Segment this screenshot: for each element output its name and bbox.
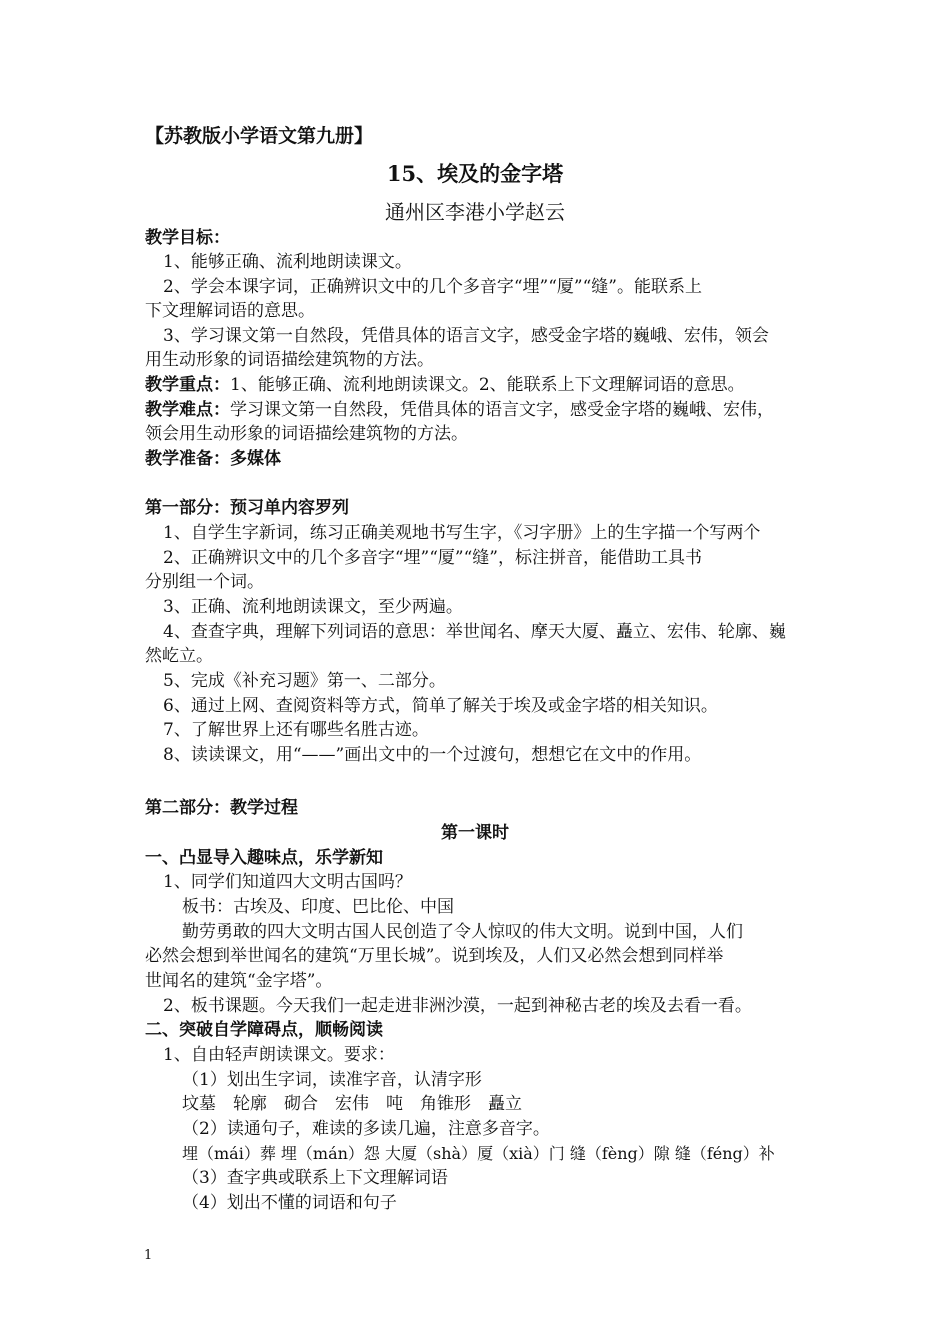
part1-item: 8、读读课文，用“——”画出文中的一个过渡句，想想它在文中的作用。 — [163, 745, 702, 765]
section1-heading: 一、凸显导入趣味点，乐学新知 — [145, 848, 383, 868]
difficulties-cont: 领会用生动形象的词语描绘建筑物的方法。 — [145, 424, 468, 444]
objective-item: 2、学会本课字词，正确辨识文中的几个多音字“埋”“厦”“缝”。能联系上 — [163, 277, 702, 297]
objective-item: 3、学习课文第一自然段，凭借具体的语言文字，感受金字塔的巍峨、宏伟，领会 — [163, 326, 769, 346]
part1-item: 5、完成《补充习题》第一、二部分。 — [163, 671, 446, 691]
section2-requirement: （3）查字典或联系上下文理解词语 — [182, 1168, 448, 1188]
key-points-text: 1、能够正确、流利地朗读课文。2、能联系上下文理解词语的意思。 — [230, 375, 745, 395]
section1-paragraph-cont: 世闻名的建筑“金字塔”。 — [145, 971, 333, 991]
section2-requirement: （1）划出生字词，读准字音，认清字形 — [182, 1070, 482, 1090]
section1-paragraph: 勤劳勇敢的四大文明古国人民创造了令人惊叹的伟大文明。说到中国，人们 — [182, 922, 743, 942]
section1-board: 板书：古埃及、印度、巴比伦、中国 — [182, 897, 454, 917]
objective-item: 1、能够正确、流利地朗读课文。 — [163, 252, 412, 272]
difficulties-label: 教学难点： — [145, 400, 230, 420]
section2-words: 坟墓 轮廓 砌合 宏伟 吨 角锥形 矗立 — [182, 1094, 522, 1114]
part1-item-cont: 分别组一个词。 — [145, 572, 264, 592]
objective-item-cont: 用生动形象的词语描绘建筑物的方法。 — [145, 350, 434, 370]
key-points-label: 教学重点： — [145, 375, 230, 395]
section2-requirement: （2）读通句子，难读的多读几遍，注意多音字。 — [182, 1119, 550, 1139]
objectives-label: 教学目标： — [145, 228, 230, 248]
author-line: 通州区李港小学赵云 — [385, 200, 565, 224]
difficulties — [145, 398, 825, 422]
lesson-title: 15、埃及的金字塔 — [386, 161, 564, 186]
series-title: 【苏教版小学语文第九册】 — [145, 125, 374, 147]
part1-item: 1、自学生字新词，练习正确美观地书写生字，《习字册》上的生字描一个写两个 — [163, 523, 761, 543]
difficulties-text: 学习课文第一自然段，凭借具体的语言文字，感受金字塔的巍峨、宏伟， — [230, 400, 774, 420]
part1-item: 2、正确辨识文中的几个多音字“埋”“厦”“缝”，标注拼音，能借助工具书 — [163, 548, 702, 568]
objective-item-cont: 下文理解词语的意思。 — [145, 301, 315, 321]
part1-item: 6、通过上网、查阅资料等方式，简单了解关于埃及或金字塔的相关知识。 — [163, 696, 718, 716]
part1-item: 3、正确、流利地朗读课文，至少两遍。 — [163, 597, 463, 617]
page-number: 1 — [144, 1248, 153, 1263]
part1-item-cont: 然屹立。 — [145, 646, 213, 666]
preparation: 教学准备：多媒体 — [145, 449, 281, 469]
section1-item2: 2、板书课题。今天我们一起走进非洲沙漠，一起到神秘古老的埃及去看一看。 — [163, 996, 752, 1016]
part1-heading: 第一部分：预习单内容罗列 — [145, 498, 349, 518]
lesson-period: 第一课时 — [441, 823, 509, 843]
part2-heading: 第二部分：教学过程 — [145, 798, 298, 818]
section2-heading: 二、突破自学障碍点，顺畅阅读 — [145, 1020, 383, 1040]
part1-item: 4、查查字典，理解下列词语的意思：举世闻名、摩天大厦、矗立、宏伟、轮廓、巍 — [163, 622, 786, 642]
key-points — [145, 373, 825, 397]
section1-paragraph-cont: 必然会想到举世闻名的建筑“万里长城”。说到埃及，人们又必然会想到同样举 — [145, 946, 724, 966]
section2-pinyin: 埋（mái）葬 埋（mán）怨 大厦（shà）厦（xià）门 缝（fèng）隙 缝（féng）补 — [182, 1144, 775, 1163]
section2-item1: 1、自由轻声朗读课文。要求： — [163, 1045, 395, 1065]
section2-requirement: （4）划出不懂的词语和句子 — [182, 1193, 397, 1213]
part1-item: 7、了解世界上还有哪些名胜古迹。 — [163, 720, 429, 740]
section1-question: 1、同学们知道四大文明古国吗？ — [163, 872, 412, 892]
